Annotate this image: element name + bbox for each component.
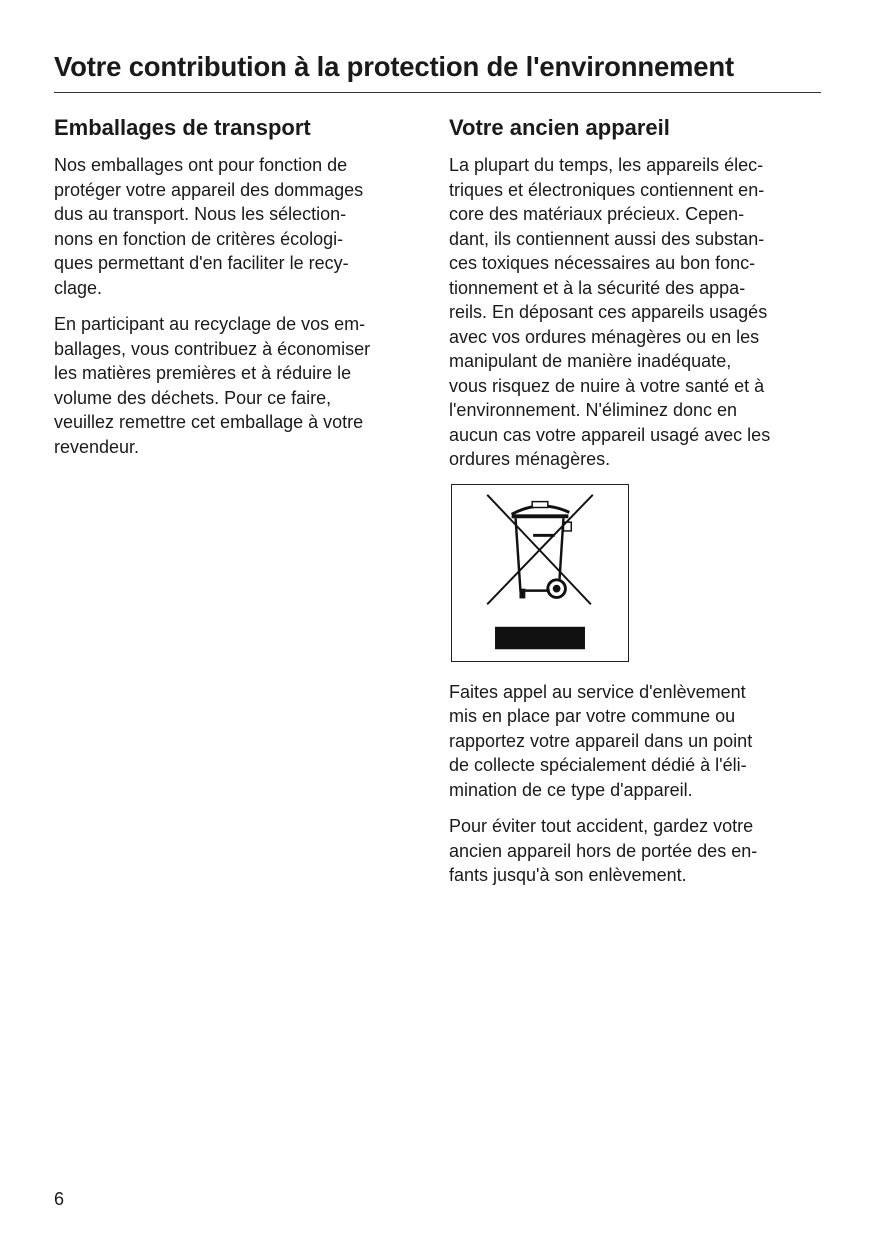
section-body [54, 153, 429, 459]
text-line: vous risquez de nuire à votre santé et à [449, 375, 765, 396]
section-body [449, 680, 824, 888]
crossed-out-wheelie-bin-icon [451, 484, 629, 662]
text-line: rapportez votre appareil dans un point [449, 730, 753, 751]
old-appliance-section [449, 114, 824, 900]
text-line: ordures ménagères. [449, 449, 611, 469]
text-line: Faites appel au service d'enlèvement [449, 681, 746, 702]
paragraph [54, 153, 429, 300]
paragraph [449, 814, 824, 888]
text-line: mination de ce type d'appareil. [449, 779, 693, 800]
text-line: Pour éviter tout accident, gardez votre [449, 816, 754, 836]
text-line: ballages, vous contribuez à économiser [54, 338, 371, 359]
text-line: clage. [54, 277, 103, 298]
text-line: manipulant de manière inadéquate, [449, 351, 732, 371]
text-line: les matières premières et à réduire le [54, 363, 352, 383]
text-line: avec vos ordures ménagères ou en les [449, 326, 760, 347]
section-body [449, 153, 824, 472]
page-title: Votre contribution à la protection de l'environnement [54, 51, 734, 82]
paragraph [449, 680, 824, 803]
text-line: revendeur. [54, 436, 140, 457]
text-line: En participant au recyclage de vos em- [54, 314, 366, 334]
text-line: ces toxiques nécessaires au bon fonc- [449, 253, 756, 273]
text-line: veuillez remettre cet emballage à votre [54, 412, 364, 432]
text-line: dus au transport. Nous les sélection- [54, 204, 347, 224]
text-line: aucun cas votre appareil usagé avec les [449, 424, 771, 445]
text-line: dant, ils contiennent aussi des substan- [449, 228, 765, 249]
text-line: fants jusqu'à son enlèvement. [449, 865, 687, 885]
paragraph [449, 153, 824, 472]
section-heading: Emballages de transport [54, 115, 311, 140]
text-line: nons en fonction de critères écologi- [54, 228, 344, 249]
paragraph [54, 312, 429, 459]
text-line: ancien appareil hors de portée des en- [449, 840, 758, 861]
title-divider [54, 92, 821, 93]
text-line: La plupart du temps, les appareils élec- [449, 155, 764, 175]
text-line: ques permettant d'en faciliter le recy- [54, 253, 349, 273]
section-heading: Votre ancien appareil [449, 115, 670, 140]
text-line: l'environnement. N'éliminez donc en [449, 400, 738, 420]
text-line: mis en place par votre commune ou [449, 706, 736, 726]
text-line: reils. En déposant ces appareils usagés [449, 302, 768, 322]
text-line: volume des déchets. Pour ce faire, [54, 387, 332, 408]
text-line: protéger votre appareil des dommages [54, 179, 364, 200]
text-line: tionnement et à la sécurité des appa- [449, 277, 746, 298]
transport-packaging-section [54, 114, 429, 471]
page-number: 6 [54, 1189, 65, 1209]
text-line: Nos emballages ont pour fonction de [54, 155, 348, 175]
text-line: de collecte spécialement dédié à l'éli- [449, 755, 747, 775]
text-line: triques et électroniques contiennent en- [449, 179, 765, 200]
text-line: core des matériaux précieux. Cepen- [449, 204, 745, 224]
